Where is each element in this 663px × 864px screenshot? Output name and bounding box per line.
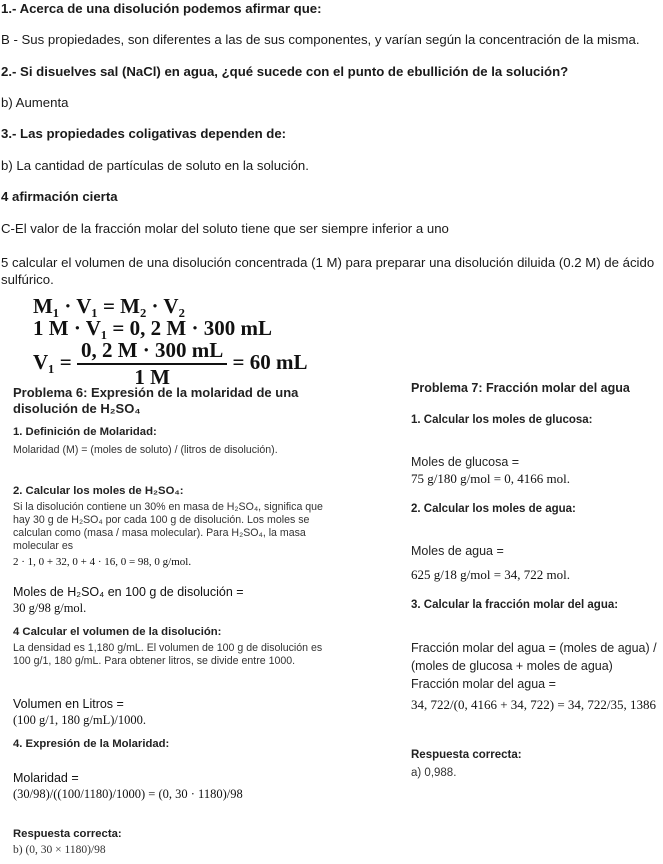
problem-6-answer-heading: Respuesta correcta: <box>13 828 122 840</box>
formula-line-2: 1 M · V₁ = 0, 2 M · 300 mL <box>33 316 272 340</box>
problem-7-water-equation: 625 g/18 g/mol = 34, 722 mol. <box>411 567 571 582</box>
problem-6-step-2-text: Si la disolución contiene un 30% en masa de H₂SO₄, significa que hay 30 g de H₂SO₄ por cada 100 g de disolución. Los moles se calculan como (masa / masa molecular). Para H₂SO₄, la masa molecular es <box>13 501 323 552</box>
question-3: 3.- Las propiedades coligativas dependen de: <box>1 126 287 141</box>
problem-7-step-1-heading: 1. Calcular los moles de glucosa: <box>411 414 593 426</box>
formula-line-1: M₁ · V₁ = M₂ · V₂ <box>33 294 185 318</box>
answer-3: b) La cantidad de partículas de soluto en la solución. <box>1 158 309 173</box>
problem-7-answer-heading: Respuesta correcta: <box>411 749 522 761</box>
problem-7-panel <box>411 380 661 780</box>
problem-7-title: Problema 7: Fracción molar del agua <box>411 381 630 395</box>
problem-7-water-label: Moles de agua = <box>411 544 504 558</box>
problem-6-step-4-heading: 4 Calcular el volumen de la disolución: <box>13 626 222 638</box>
question-1: 1.- Acerca de una disolución podemos afirmar que: <box>1 1 322 16</box>
problem-7-answer: a) 0,988. <box>411 767 457 779</box>
problem-6-step-5-heading: 4. Expresión de la Molaridad: <box>13 738 170 750</box>
problem-6-volume-equation: (100 g/1, 180 g/mL)/1000. <box>13 713 146 727</box>
formula-fraction <box>77 338 227 390</box>
problem-6-molarity-equation: (30/98)/((100/1180)/1000) = (0, 30 · 1180)/98 <box>13 787 243 801</box>
problem-6-volume-heading: Volumen en Litros = <box>13 697 124 711</box>
problem-6-answer: b) (0, 30 × 1180)/98 <box>13 844 106 856</box>
question-2: 2.- Si disuelves sal (NaCl) en agua, ¿qué sucede con el punto de ebullición de la solución? <box>1 64 569 79</box>
formula-numerator: 0, 2 M · 300 mL <box>77 338 227 365</box>
problem-7-glucose-equation: 75 g/180 g/mol = 0, 4166 mol. <box>411 471 571 486</box>
problem-6-step-2-heading: 2. Calcular los moles de H₂SO₄: <box>13 485 184 497</box>
problem-6-step-1-text: Molaridad (M) = (moles de soluto) / (litros de disolución). <box>13 444 278 456</box>
problem-6-moles-equation: 30 g/98 g/mol. <box>13 601 87 615</box>
problem-7-fraction-line-2: (moles de glucosa + moles de agua) <box>411 659 613 673</box>
question-5: 5 calcular el volumen de una disolución concentrada (1 M) para preparar una disolución diluida (0.2 M) de ácido sulfúrico. <box>1 255 655 287</box>
answer-2: b) Aumenta <box>1 95 69 110</box>
answer-4: C-El valor de la fracción molar del soluto tiene que ser siempre inferior a uno <box>1 221 449 236</box>
problem-6-step-1-heading: 1. Definición de Molaridad: <box>13 426 157 438</box>
problem-6-molar-mass-equation: 2 · 1, 0 + 32, 0 + 4 · 16, 0 = 98, 0 g/mol. <box>13 556 192 568</box>
problem-6-step-4-text: La densidad es 1,180 g/mL. El volumen de 100 g de disolución es 100 g/1, 180 g/mL. Para obtener litros, se divide entre 1000. <box>13 642 323 667</box>
formula-result: = 60 mL <box>232 349 308 374</box>
problem-7-glucose-label: Moles de glucosa = <box>411 455 520 469</box>
problem-7-fraction-line-3: Fracción molar del agua = <box>411 677 556 691</box>
problem-6-moles-heading: Moles de H₂SO₄ en 100 g de disolución = <box>13 585 244 599</box>
problem-6-title: Problema 6: Expresión de la molaridad de una disolución de H₂SO₄ <box>13 385 299 416</box>
problem-7-step-2-heading: 2. Calcular los moles de agua: <box>411 503 576 515</box>
answer-1: B - Sus propiedades, son diferentes a las de sus componentes, y varían según la concentración de la misma. <box>1 32 640 47</box>
problem-6-panel <box>13 385 323 860</box>
question-4: 4 afirmación cierta <box>1 189 118 204</box>
problem-7-fraction-line-1: Fracción molar del agua = (moles de agua) / <box>411 641 657 655</box>
problem-7-step-3-heading: 3. Calcular la fracción molar del agua: <box>411 599 619 611</box>
formula-lhs: V₁ = <box>33 349 72 374</box>
formula-denominator: 1 M <box>134 365 170 389</box>
problem-6-molarity-heading: Molaridad = <box>13 771 79 785</box>
problem-7-fraction-equation: 34, 722/(0, 4166 + 34, 722) = 34, 722/35, 1386 <box>411 697 657 712</box>
formula-line-3 <box>33 338 307 390</box>
